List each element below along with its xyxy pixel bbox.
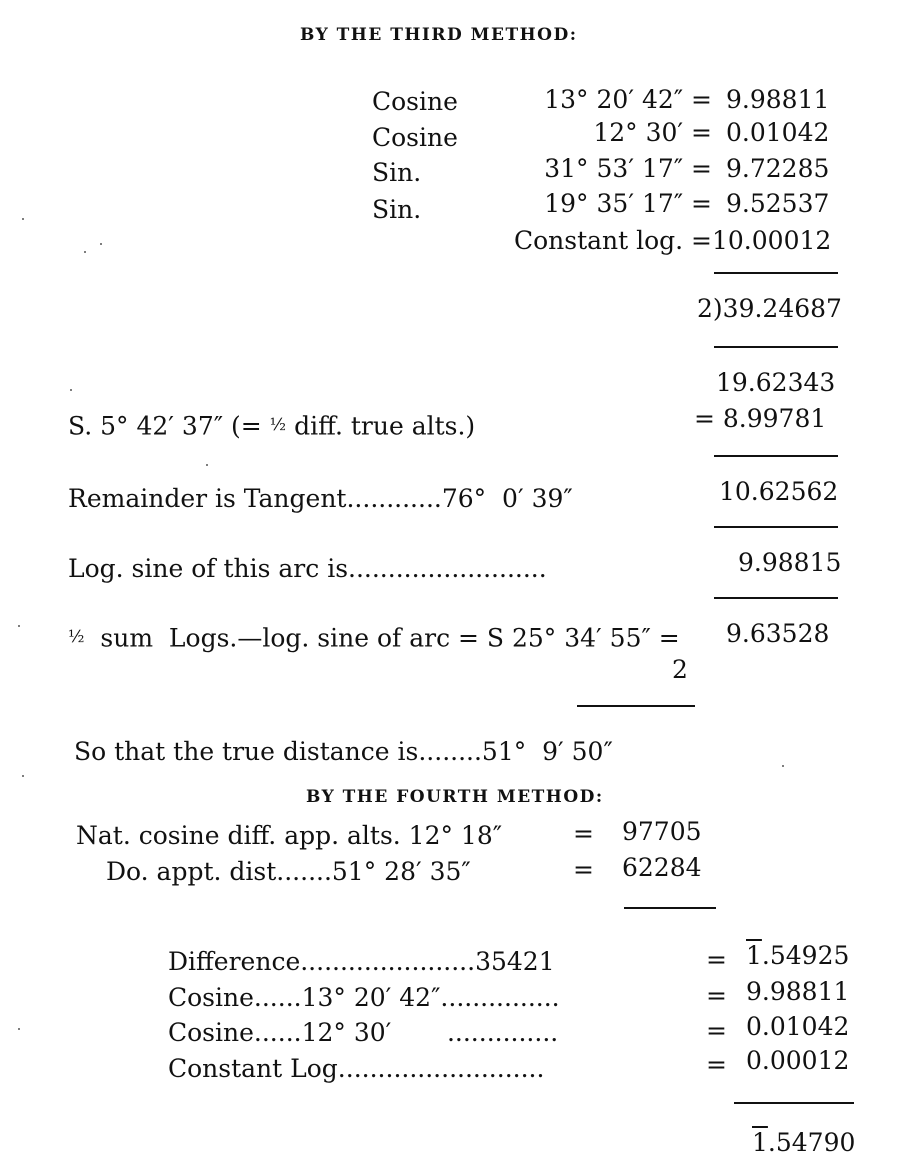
fn-label: Cosine [372,123,458,152]
angle-label: 12° 30′ = [593,118,712,147]
cosine-label: Cosine......13° 20′ 42″............... [168,983,560,1012]
remainder-tangent-value: 10.62562 [719,477,839,506]
cosine-value: 9.98811 [746,977,850,1006]
fourth-method-heading: BY THE FOURTH METHOD: [306,787,604,807]
scan-speck [70,389,72,391]
half-sum-rule [714,346,838,348]
divisor: 2 [672,655,688,684]
half-sum-logs-label: ½ sum Logs.—log. sine of arc = S 25° 34′ 55″ = [68,623,680,653]
log-sine-arc-value: 9.98815 [738,548,842,577]
third-method-heading: BY THE THIRD METHOD: [300,25,578,45]
eq-sign: = [706,1050,727,1079]
fn-label: Cosine [372,87,458,116]
scan-speck [84,251,86,253]
cosine-value: 0.01042 [746,1012,850,1041]
remainder-rule [714,455,838,457]
constant-log-label: Constant log. = [513,226,712,255]
scan-speck [782,765,784,767]
bar-characteristic: 1 [752,1128,768,1157]
constant-log-label: Constant Log.......................... [168,1054,545,1083]
half-fraction: ½ [68,627,85,647]
log-value: 9.98811 [726,85,830,114]
scan-speck [206,464,208,466]
sum-rule [714,272,838,274]
sine-half-diff-value: = 8.99781 [694,404,827,433]
log-value: 0.01042 [726,118,830,147]
log-sine-rule [714,526,838,528]
scan-speck [22,775,24,777]
result-value: 1.54790 [752,1128,856,1157]
angle-label: 19° 35′ 17″ = [544,189,712,218]
angle-label: 13° 20′ 42″ = [544,85,712,114]
log-value: 9.72285 [726,154,830,183]
half-sum-value: 19.62343 [716,368,836,397]
true-distance-rule [577,705,695,707]
eq-sign: = [706,945,727,974]
scan-speck [18,1028,20,1030]
difference-rule [624,907,716,909]
log-sine-arc-label: Log. sine of this arc is......................... [68,554,547,583]
angle-label: 31° 53′ 17″ = [544,154,712,183]
cosine-label: Cosine......12° 30′ .............. [168,1018,559,1047]
nat-cosine-label: Nat. cosine diff. app. alts. 12° 18″ [76,821,503,850]
difference-label: Difference......................35421 [168,947,555,976]
bar-characteristic: 1 [746,941,762,970]
half-sum-logs-value: 9.63528 [726,619,830,648]
appt-dist-label: Do. appt. dist.......51° 28′ 35″ [106,857,471,886]
nat-cosine-value: 97705 [622,817,702,846]
scan-speck [18,625,20,627]
sum-value: 2)39.24687 [697,294,842,323]
scan-speck [100,243,102,245]
remainder-tangent-label: Remainder is Tangent............76° 0′ 39″ [68,484,573,513]
appt-dist-eq: = [573,855,594,884]
fn-label: Sin. [372,158,422,187]
constant-log-value: 10.00012 [712,226,832,255]
sine-half-diff-label: S. 5° 42′ 37″ (= ½ diff. true alts.) [68,411,476,441]
eq-sign: = [706,1016,727,1045]
constant-log-value: 0.00012 [746,1046,850,1075]
difference-value: 1.54925 [746,941,850,970]
result-rule [734,1102,854,1104]
fn-label: Sin. [372,195,422,224]
half-sum-logs-rule [714,597,838,599]
appt-dist-value: 62284 [622,853,702,882]
nat-cosine-eq: = [573,819,594,848]
eq-sign: = [706,981,727,1010]
half-fraction: ½ [269,415,287,435]
scan-speck [22,218,24,220]
log-value: 9.52537 [726,189,830,218]
true-distance-line: So that the true distance is........51° 9′ 50″ [74,737,613,766]
